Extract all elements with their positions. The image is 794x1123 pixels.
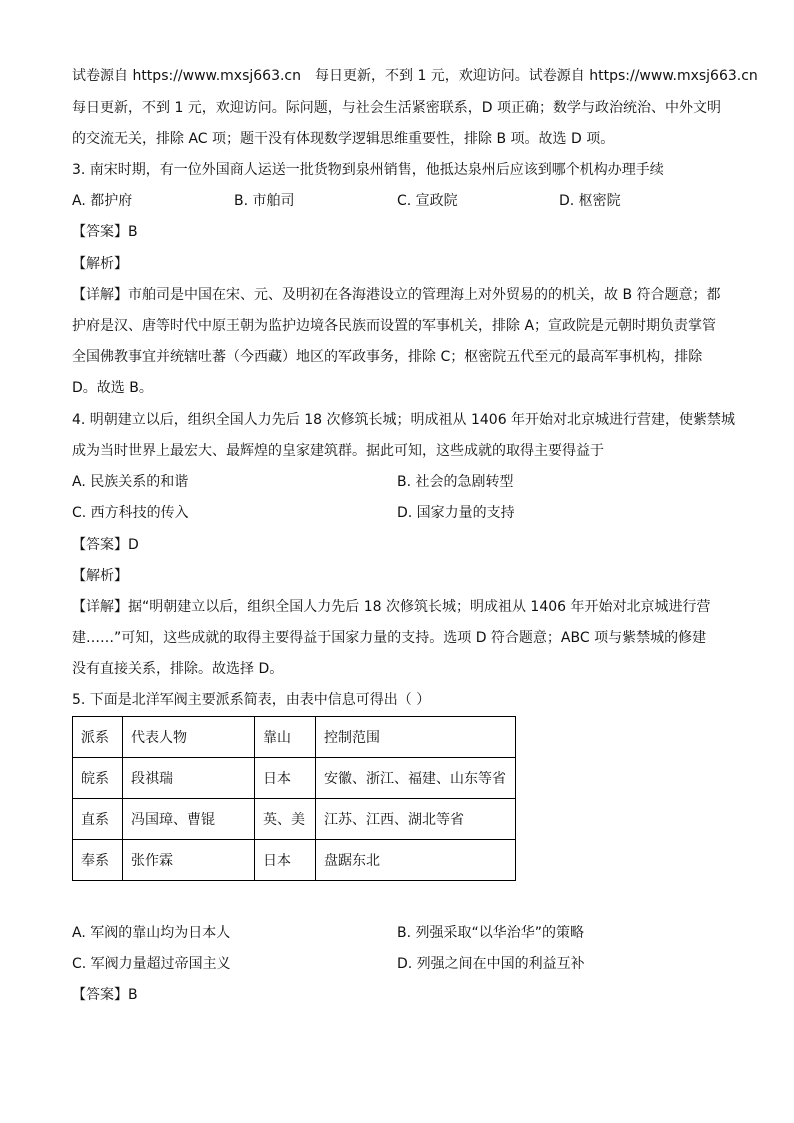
table-cell: 日本 — [255, 840, 316, 881]
table-cell: 直系 — [73, 799, 123, 840]
option-c: C. 军阀力量超过帝国主义 — [72, 956, 231, 972]
question-4-options-row-2 — [72, 503, 732, 523]
detail-line: 护府是汉、唐等时代中原王朝为监护边境各民族而设置的军事机关，排除 A；宣政院是元朝时期负责掌管 — [72, 318, 717, 334]
question-3: 3. 南宋时期，有一位外国商人运送一批货物到泉州销售，他抵达泉州后应该到哪个机构办理手续 — [72, 162, 664, 178]
option-c: C. 西方科技的传入 — [72, 505, 189, 521]
detail-line: 【详解】据“明朝建立以后，组织全国人力先后 18 次修筑长城；明成祖从 1406 年开始对北京城进行营 — [72, 599, 711, 615]
option-b: B. 社会的急剧转型 — [397, 474, 514, 490]
table-row — [73, 840, 516, 881]
table-cell: 日本 — [255, 758, 316, 799]
table-cell: 盘踞东北 — [316, 840, 516, 881]
question-4-line: 4. 明朝建立以后，组织全国人力先后 18 次修筑长城；明成祖从 1406 年开始对北京城进行营建，使紫禁城 — [72, 412, 736, 428]
answer-label: 【答案】B — [72, 224, 138, 240]
detail-line: 建……”可知，这些成就的取得主要得益于国家力量的支持。选项 D 符合题意；ABC 项与紫禁城的修建 — [72, 630, 707, 646]
header-line-3: 的交流无关，排除 AC 项；题干没有体现数学逻辑思维重要性，排除 B 项。故选 D 项。 — [72, 131, 615, 147]
table-row — [73, 799, 516, 840]
option-d: D. 国家力量的支持 — [397, 505, 515, 521]
option-d: D. 枢密院 — [559, 193, 621, 209]
detail-line: 没有直接关系，排除。故选择 D。 — [72, 661, 284, 677]
header-line-2: 每日更新，不到 1 元，欢迎访问。际问题，与社会生活紧密联系，D 项正确；数学与政治统治、中外文明 — [72, 100, 722, 116]
answer-label: 【答案】B — [72, 987, 138, 1003]
table-cell: 江苏、江西、湖北等省 — [316, 799, 516, 840]
question-5-options-row-2 — [72, 954, 732, 974]
analysis-label: 【解析】 — [72, 256, 128, 272]
table-cell: 张作霖 — [123, 840, 255, 881]
option-b: B. 列强采取“以华治华”的策略 — [397, 925, 585, 941]
table-header-cell: 派系 — [73, 717, 123, 758]
option-a: A. 民族关系的和谐 — [72, 474, 189, 490]
detail-line: D。故选 B。 — [72, 380, 153, 396]
table-cell: 冯国璋、曹锟 — [123, 799, 255, 840]
option-d: D. 列强之间在中国的利益互补 — [397, 956, 585, 972]
option-b: B. 市舶司 — [234, 193, 295, 209]
detail-line: 【详解】市舶司是中国在宋、元、及明初在各海港设立的管理海上对外贸易的的机关，故 B 符合题意；都 — [72, 287, 721, 303]
option-c: C. 宣政院 — [397, 193, 458, 209]
question-5-options-row-1 — [72, 923, 732, 943]
analysis-label: 【解析】 — [72, 568, 128, 584]
table-header-cell: 控制范围 — [316, 717, 516, 758]
question-4-line: 成为当时世界上最宏大、最辉煌的皇家建筑群。据此可知，这些成就的取得主要得益于 — [72, 443, 604, 459]
question-4-options-row-1 — [72, 472, 732, 492]
header-line-1: 试卷源自 https://www.mxsj663.cn 每日更新，不到 1 元，欢迎访问。试卷源自 https://www.mxsj663.cn — [72, 68, 758, 84]
table-cell: 奉系 — [73, 840, 123, 881]
answer-label: 【答案】D — [72, 537, 139, 553]
table-row — [73, 758, 516, 799]
table-cell: 英、美 — [255, 799, 316, 840]
table-header-cell: 代表人物 — [123, 717, 255, 758]
table-cell: 皖系 — [73, 758, 123, 799]
question-5: 5. 下面是北洋军阀主要派系简表，由表中信息可得出（ ） — [72, 692, 431, 708]
table-cell: 安徽、浙江、福建、山东等省 — [316, 758, 516, 799]
option-a: A. 都护府 — [72, 193, 133, 209]
warlord-factions-table — [72, 716, 516, 881]
table-cell: 段祺瑞 — [123, 758, 255, 799]
option-a: A. 军阀的靠山均为日本人 — [72, 925, 231, 941]
table-header-cell: 靠山 — [255, 717, 316, 758]
table-header-row — [73, 717, 516, 758]
question-3-options — [72, 191, 732, 211]
detail-line: 全国佛教事宜并统辖吐蕃（今西藏）地区的军政事务，排除 C；枢密院五代至元的最高军事机构，排除 — [72, 349, 703, 365]
